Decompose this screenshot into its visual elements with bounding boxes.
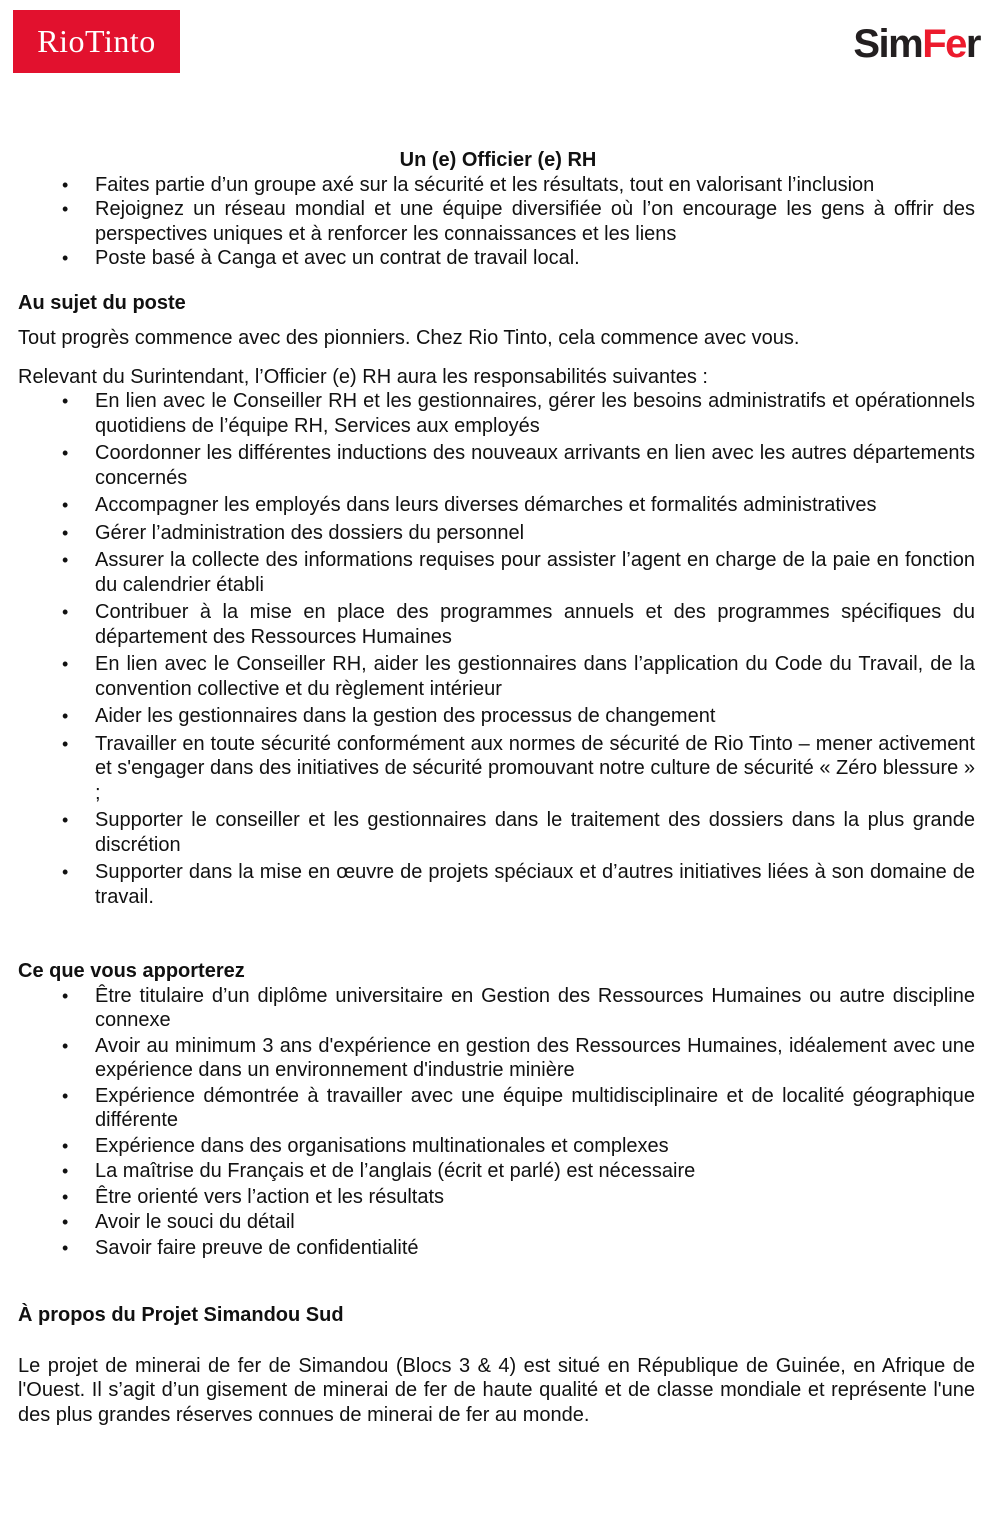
list-item [62, 1210, 975, 1235]
rio-tinto-logo [13, 10, 180, 73]
list-item-text: Supporter dans la mise en œuvre de projets spéciaux et d’autres initiatives liées à son domaine de travail. [95, 861, 975, 908]
bullet-icon: • [62, 706, 69, 726]
list-item-text: Rejoignez un réseau mondial et une équipe diversifiée où l’on encourage les gens à offrir des perspectives uniques et à renforcer les connaissances et les liens [95, 198, 975, 245]
list-item-text: En lien avec le Conseiller RH et les gestionnaires, gérer les besoins administratifs et opérationnels quotidiens de l’équipe RH, Services aux employés [95, 390, 975, 437]
list-item-text: Être titulaire d’un diplôme universitaire en Gestion des Ressources Humaines ou autre discipline connexe [95, 984, 975, 1031]
simfer-logo-suffix: r [965, 22, 980, 66]
responsibilities-list [18, 389, 975, 909]
bullet-icon: • [62, 1085, 69, 1106]
bullet-icon: • [62, 550, 69, 570]
paragraph-reporting-line: Relevant du Surintendant, l’Officier (e) RH aura les responsabilités suivantes : [18, 365, 708, 388]
list-item-text: La maîtrise du Français et de l’anglais (écrit et parlé) est nécessaire [95, 1160, 696, 1182]
bullet-icon: • [62, 443, 69, 463]
list-item-text: Expérience démontrée à travailler avec une équipe multidisciplinaire et de localité géographique différente [95, 1084, 975, 1131]
bullet-icon: • [62, 602, 69, 622]
bullet-icon: • [62, 862, 69, 882]
bullet-icon: • [62, 174, 69, 195]
list-item-text: Accompagner les employés dans leurs diverses démarches et formalités administratives [95, 494, 877, 516]
bullet-icon: • [62, 391, 69, 411]
list-item [62, 493, 975, 518]
document-body [0, 173, 996, 1428]
bullet-icon: • [62, 1035, 69, 1056]
list-item-text: Avoir le souci du détail [95, 1211, 295, 1233]
list-item [62, 704, 975, 729]
paragraph-pioneers: Tout progrès commence avec des pionniers. Chez Rio Tinto, cela commence avec vous. [18, 327, 800, 349]
bullet-icon: • [62, 654, 69, 674]
list-item-text: En lien avec le Conseiller RH, aider les gestionnaires dans l’application du Code du Travail, de la convention collective et du règlement intérieur [95, 653, 975, 700]
list-item-text: Savoir faire preuve de confidentialité [95, 1236, 419, 1259]
list-item [62, 1159, 975, 1184]
list-item-text: Avoir au minimum 3 ans d'expérience en gestion des Ressources Humaines, idéalement avec une expérience dans un environnement d'industrie minière [95, 1034, 975, 1081]
list-item-text: Poste basé à Canga et avec un contrat de travail local. [95, 247, 580, 269]
list-item-text: Contribuer à la mise en place des programmes annuels et des programmes spécifiques du département des Ressources Humaines [95, 601, 975, 648]
bullet-icon: • [62, 1237, 69, 1258]
simfer-logo-prefix: Sim [853, 22, 923, 66]
list-item-text: Coordonner les différentes inductions des nouveaux arrivants en lien avec les autres départements concernés [95, 442, 975, 489]
list-item-text: Travailler en toute sécurité conformément aux normes de sécurité de Rio Tinto – mener activement et s'engager dans des initiatives de sécurité promouvant notre culture de sécurité « Zéro blessure » ; [95, 732, 975, 804]
list-item [62, 1084, 975, 1133]
job-title: Un (e) Officier (e) RH [399, 149, 597, 171]
list-item [62, 521, 975, 546]
list-item [62, 652, 975, 701]
bullet-icon: • [62, 810, 69, 830]
list-item [62, 246, 975, 271]
list-item [62, 197, 975, 246]
list-item [62, 173, 975, 198]
section-heading-what-you-bring: Ce que vous apporterez [18, 960, 245, 982]
list-item [62, 1134, 975, 1159]
bullet-icon: • [62, 1186, 69, 1207]
bullet-icon: • [62, 199, 69, 219]
simfer-logo-highlight: Fe [922, 22, 966, 66]
bullet-icon: • [62, 733, 69, 754]
list-item [62, 600, 975, 649]
list-item-text: Supporter le conseiller et les gestionnaires dans le traitement des dossiers dans la plus grande discrétion [95, 809, 975, 856]
list-item-text: Être orienté vers l’action et les résultats [95, 1185, 445, 1208]
list-item [62, 732, 975, 806]
list-item [62, 441, 975, 490]
list-item [62, 1236, 975, 1261]
paragraph-project-description: Le projet de minerai de fer de Simandou (Blocs 3 & 4) est situé en République de Guinée, en Afrique de l'Ouest. Il s’agit d’un gisement de minerai de fer de haute qualité et de classe mondiale et représente l'une des plus grandes réserves connues de minerai de fer au monde. [18, 1354, 975, 1426]
bullet-icon: • [62, 248, 69, 268]
list-item [62, 860, 975, 909]
bullet-icon: • [62, 495, 69, 515]
list-item [62, 984, 975, 1033]
list-item-text: Expérience dans des organisations multinationales et complexes [95, 1134, 669, 1157]
list-item-text: Assurer la collecte des informations requises pour assister l’agent en charge de la paie en fonction du calendrier établi [95, 549, 975, 596]
list-item-text: Aider les gestionnaires dans la gestion des processus de changement [95, 705, 716, 727]
bullet-icon: • [62, 985, 69, 1006]
bullet-icon: • [62, 1135, 69, 1156]
list-item [62, 389, 975, 438]
rio-tinto-logo-text: RioTinto [37, 23, 156, 60]
intro-bullet-list [18, 173, 975, 271]
list-item-text: Faites partie d’un groupe axé sur la sécurité et les résultats, tout en valorisant l’inclusion [95, 173, 875, 196]
list-item [62, 548, 975, 597]
bullet-icon: • [62, 522, 69, 543]
simfer-logo [853, 24, 980, 64]
requirements-list [18, 984, 975, 1261]
section-heading-about-project: À propos du Projet Simandou Sud [18, 1304, 344, 1326]
bullet-icon: • [62, 1161, 69, 1181]
list-item [62, 808, 975, 857]
list-item-text: Gérer l’administration des dossiers du personnel [95, 521, 525, 544]
section-heading-about-role: Au sujet du poste [18, 291, 186, 314]
list-item [62, 1034, 975, 1083]
list-item [62, 1185, 975, 1210]
bullet-icon: • [62, 1212, 69, 1232]
header [0, 0, 996, 73]
